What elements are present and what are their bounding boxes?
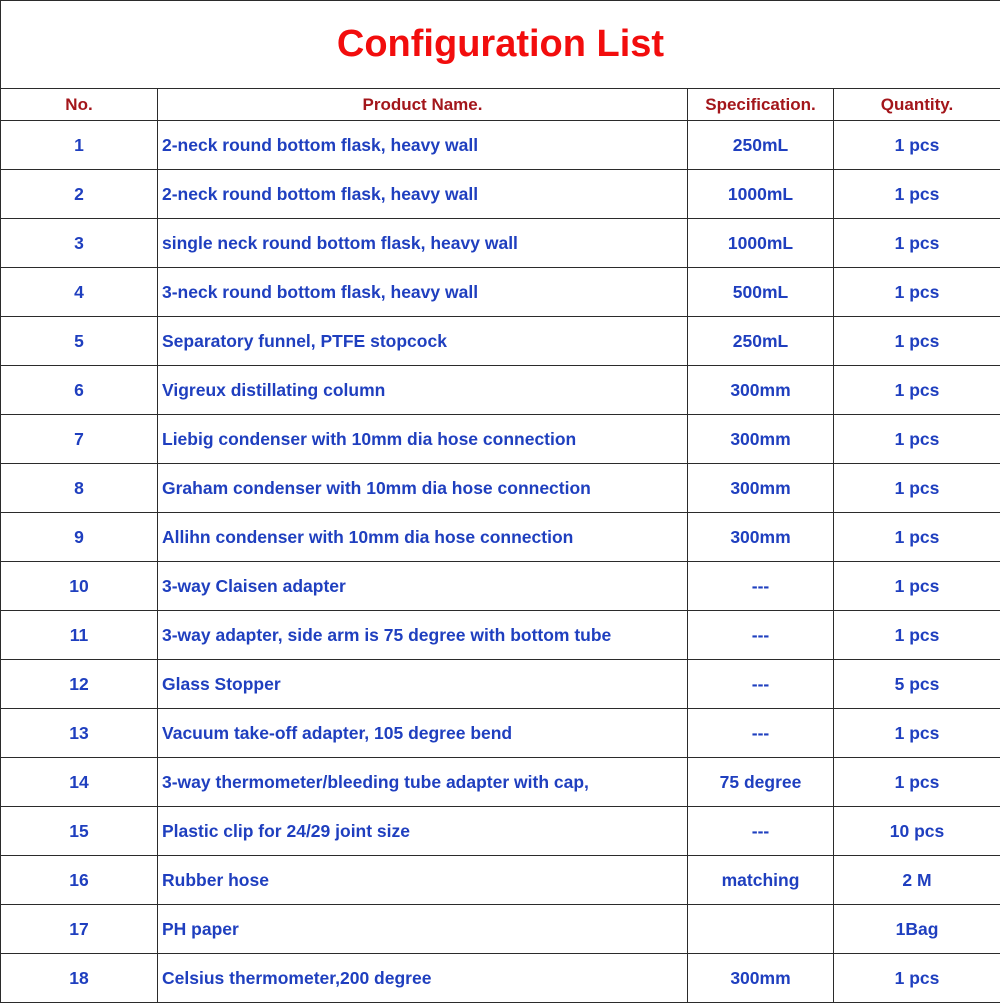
table-header-row xyxy=(1,89,1000,121)
header-quantity: Quantity. xyxy=(834,89,1000,121)
table-row xyxy=(1,562,1000,611)
cell-product-name: Allihn condenser with 10mm dia hose connection xyxy=(158,513,688,562)
cell-product-name: 2-neck round bottom flask, heavy wall xyxy=(158,121,688,170)
cell-specification: 300mm xyxy=(688,954,834,1003)
cell-product-name: Vacuum take-off adapter, 105 degree bend xyxy=(158,709,688,758)
cell-product-name: Separatory funnel, PTFE stopcock xyxy=(158,317,688,366)
cell-specification: 500mL xyxy=(688,268,834,317)
table-row xyxy=(1,513,1000,562)
cell-product-name: Vigreux distillating column xyxy=(158,366,688,415)
cell-quantity: 1 pcs xyxy=(834,611,1000,660)
cell-specification: 1000mL xyxy=(688,219,834,268)
cell-product-name: 3-way Claisen adapter xyxy=(158,562,688,611)
cell-product-name: Graham condenser with 10mm dia hose connection xyxy=(158,464,688,513)
cell-quantity: 1 pcs xyxy=(834,415,1000,464)
cell-no: 2 xyxy=(1,170,158,219)
cell-quantity: 1 pcs xyxy=(834,758,1000,807)
cell-quantity: 1 pcs xyxy=(834,562,1000,611)
cell-no: 4 xyxy=(1,268,158,317)
cell-no: 12 xyxy=(1,660,158,709)
cell-quantity: 1 pcs xyxy=(834,219,1000,268)
cell-quantity: 1 pcs xyxy=(834,464,1000,513)
table-row xyxy=(1,611,1000,660)
cell-product-name: PH paper xyxy=(158,905,688,954)
table-row xyxy=(1,415,1000,464)
cell-quantity: 1 pcs xyxy=(834,513,1000,562)
cell-specification: 300mm xyxy=(688,513,834,562)
cell-quantity: 1 pcs xyxy=(834,709,1000,758)
cell-product-name: 3-neck round bottom flask, heavy wall xyxy=(158,268,688,317)
cell-specification: --- xyxy=(688,611,834,660)
cell-specification xyxy=(688,905,834,954)
cell-specification: --- xyxy=(688,807,834,856)
cell-no: 8 xyxy=(1,464,158,513)
cell-no: 6 xyxy=(1,366,158,415)
table-row xyxy=(1,709,1000,758)
table-row xyxy=(1,366,1000,415)
page-title: Configuration List xyxy=(1,1,1000,89)
table-row xyxy=(1,807,1000,856)
cell-no: 3 xyxy=(1,219,158,268)
cell-quantity: 5 pcs xyxy=(834,660,1000,709)
table-row xyxy=(1,268,1000,317)
cell-quantity: 10 pcs xyxy=(834,807,1000,856)
header-product-name: Product Name. xyxy=(158,89,688,121)
cell-product-name: Plastic clip for 24/29 joint size xyxy=(158,807,688,856)
table-row xyxy=(1,464,1000,513)
cell-product-name: 3-way adapter, side arm is 75 degree with bottom tube xyxy=(158,611,688,660)
cell-product-name: Liebig condenser with 10mm dia hose connection xyxy=(158,415,688,464)
cell-no: 18 xyxy=(1,954,158,1003)
header-specification: Specification. xyxy=(688,89,834,121)
cell-specification: 1000mL xyxy=(688,170,834,219)
table-row xyxy=(1,905,1000,954)
cell-specification: 250mL xyxy=(688,317,834,366)
cell-quantity: 2 M xyxy=(834,856,1000,905)
cell-no: 9 xyxy=(1,513,158,562)
cell-quantity: 1 pcs xyxy=(834,954,1000,1003)
cell-no: 5 xyxy=(1,317,158,366)
cell-product-name: Glass Stopper xyxy=(158,660,688,709)
cell-product-name: 2-neck round bottom flask, heavy wall xyxy=(158,170,688,219)
cell-quantity: 1 pcs xyxy=(834,170,1000,219)
cell-no: 15 xyxy=(1,807,158,856)
cell-no: 1 xyxy=(1,121,158,170)
cell-quantity: 1 pcs xyxy=(834,317,1000,366)
cell-specification: 300mm xyxy=(688,415,834,464)
cell-specification: 75 degree xyxy=(688,758,834,807)
cell-product-name: Rubber hose xyxy=(158,856,688,905)
cell-no: 17 xyxy=(1,905,158,954)
table-row xyxy=(1,170,1000,219)
table-row xyxy=(1,219,1000,268)
cell-specification: --- xyxy=(688,709,834,758)
table-row xyxy=(1,856,1000,905)
cell-specification: 250mL xyxy=(688,121,834,170)
cell-specification: --- xyxy=(688,660,834,709)
cell-quantity: 1 pcs xyxy=(834,366,1000,415)
cell-no: 16 xyxy=(1,856,158,905)
table-row xyxy=(1,954,1000,1003)
cell-specification: matching xyxy=(688,856,834,905)
cell-no: 10 xyxy=(1,562,158,611)
cell-specification: 300mm xyxy=(688,464,834,513)
cell-product-name: single neck round bottom flask, heavy wall xyxy=(158,219,688,268)
cell-no: 14 xyxy=(1,758,158,807)
cell-specification: 300mm xyxy=(688,366,834,415)
table-row xyxy=(1,121,1000,170)
table-row xyxy=(1,317,1000,366)
cell-quantity: 1Bag xyxy=(834,905,1000,954)
cell-quantity: 1 pcs xyxy=(834,121,1000,170)
table-row xyxy=(1,758,1000,807)
cell-quantity: 1 pcs xyxy=(834,268,1000,317)
cell-no: 13 xyxy=(1,709,158,758)
table-body xyxy=(1,121,1000,1003)
cell-product-name: Celsius thermometer,200 degree xyxy=(158,954,688,1003)
cell-specification: --- xyxy=(688,562,834,611)
cell-no: 7 xyxy=(1,415,158,464)
cell-product-name: 3-way thermometer/bleeding tube adapter with cap, xyxy=(158,758,688,807)
header-no: No. xyxy=(1,89,158,121)
table-row xyxy=(1,660,1000,709)
cell-no: 11 xyxy=(1,611,158,660)
